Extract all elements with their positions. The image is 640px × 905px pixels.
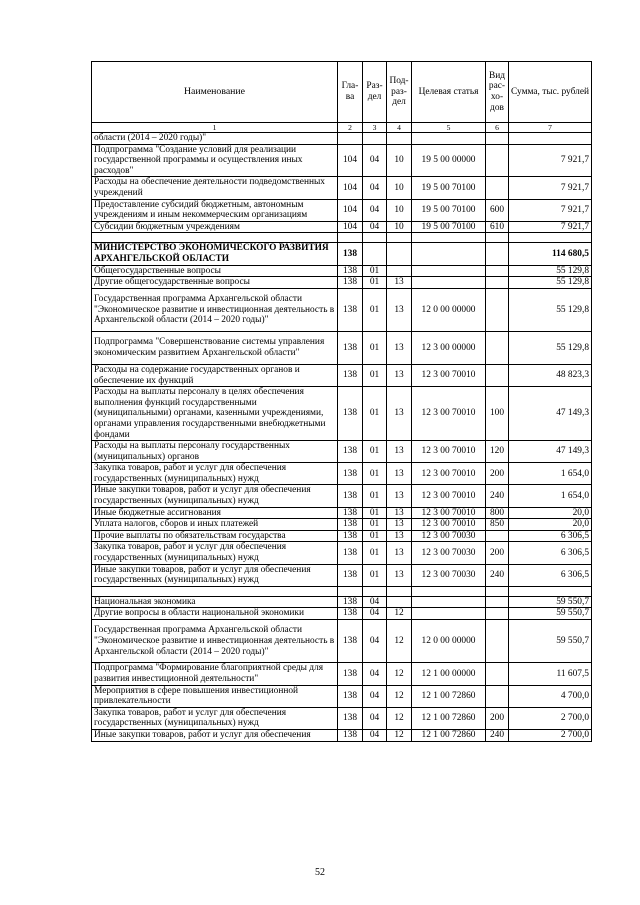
row-podrazdel: 12 <box>387 608 412 620</box>
row-razdel: 01 <box>363 463 387 485</box>
row-glava: 138 <box>338 265 363 277</box>
table-row <box>92 596 592 608</box>
row-sum: 114 680,5 <box>509 243 592 265</box>
spacer-cell <box>486 233 509 243</box>
header-glava: Гла- ва <box>338 62 363 123</box>
row-vid <box>486 663 509 685</box>
page-number: 52 <box>315 867 325 878</box>
row-target <box>412 133 486 145</box>
spacer-row <box>92 233 592 243</box>
table-row <box>92 243 592 265</box>
row-name: Закупка товаров, работ и услуг для обеспечения государственных (муниципальных) нужд <box>92 463 338 485</box>
row-podrazdel: 13 <box>387 332 412 365</box>
row-podrazdel: 12 <box>387 729 412 741</box>
row-podrazdel: 13 <box>387 507 412 519</box>
row-target: 12 3 00 70010 <box>412 519 486 531</box>
row-target <box>412 243 486 265</box>
row-sum: 48 823,3 <box>509 364 592 386</box>
table-row <box>92 221 592 233</box>
row-podrazdel: 12 <box>387 707 412 729</box>
row-razdel: 04 <box>363 177 387 199</box>
row-sum: 55 129,8 <box>509 332 592 365</box>
row-vid: 600 <box>486 199 509 221</box>
row-vid <box>486 608 509 620</box>
row-glava: 138 <box>338 507 363 519</box>
table-row <box>92 542 592 564</box>
table-row <box>92 608 592 620</box>
row-vid: 610 <box>486 221 509 233</box>
row-razdel: 04 <box>363 199 387 221</box>
row-sum: 6 306,5 <box>509 564 592 586</box>
row-podrazdel: 12 <box>387 663 412 685</box>
row-target: 12 3 00 70010 <box>412 441 486 463</box>
row-vid: 200 <box>486 542 509 564</box>
row-sum: 11 607,5 <box>509 663 592 685</box>
row-glava: 138 <box>338 387 363 441</box>
row-glava: 138 <box>338 530 363 542</box>
row-target <box>412 265 486 277</box>
row-razdel: 04 <box>363 608 387 620</box>
row-target: 19 5 00 70100 <box>412 221 486 233</box>
row-name: Расходы на выплаты персоналу государственных (муниципальных) органов <box>92 441 338 463</box>
row-vid: 200 <box>486 463 509 485</box>
row-name: Подпрограмма "Формирование благоприятной среды для развития инвестиционной деятельности" <box>92 663 338 685</box>
row-glava: 138 <box>338 277 363 289</box>
row-vid <box>486 364 509 386</box>
row-podrazdel: 10 <box>387 221 412 233</box>
row-glava: 138 <box>338 332 363 365</box>
row-podrazdel: 13 <box>387 387 412 441</box>
spacer-cell <box>387 233 412 243</box>
header-name: Наименование <box>92 62 338 123</box>
table-header <box>92 62 592 133</box>
row-razdel: 04 <box>363 144 387 177</box>
row-glava: 138 <box>338 463 363 485</box>
spacer-cell <box>92 233 338 243</box>
row-vid: 240 <box>486 564 509 586</box>
row-razdel: 01 <box>363 507 387 519</box>
row-podrazdel <box>387 133 412 145</box>
row-target: 12 1 00 72860 <box>412 707 486 729</box>
row-vid <box>486 243 509 265</box>
row-razdel: 04 <box>363 221 387 233</box>
row-vid <box>486 332 509 365</box>
row-target: 19 5 00 70100 <box>412 177 486 199</box>
header-vid: Вид рас- хо- дов <box>486 62 509 123</box>
row-razdel: 01 <box>363 277 387 289</box>
row-glava: 138 <box>338 620 363 663</box>
row-podrazdel: 13 <box>387 277 412 289</box>
table-row <box>92 387 592 441</box>
row-podrazdel: 13 <box>387 485 412 507</box>
colnum: 2 <box>338 123 363 133</box>
row-podrazdel: 13 <box>387 530 412 542</box>
row-razdel: 01 <box>363 530 387 542</box>
row-vid: 240 <box>486 729 509 741</box>
row-glava: 138 <box>338 564 363 586</box>
row-glava: 138 <box>338 243 363 265</box>
row-sum: 20,0 <box>509 519 592 531</box>
row-target: 12 3 00 70030 <box>412 530 486 542</box>
table-row <box>92 685 592 707</box>
table-row <box>92 620 592 663</box>
row-name: области (2014 – 2020 годы)" <box>92 133 338 145</box>
row-vid <box>486 133 509 145</box>
row-name: Предоставление субсидий бюджетным, автономным учреждениям и иным некоммерческим организациям <box>92 199 338 221</box>
table-row <box>92 277 592 289</box>
row-razdel: 01 <box>363 441 387 463</box>
row-vid: 800 <box>486 507 509 519</box>
spacer-cell <box>387 586 412 596</box>
table-row <box>92 707 592 729</box>
row-glava: 138 <box>338 729 363 741</box>
row-name: Расходы на содержание государственных органов и обеспечение их функций <box>92 364 338 386</box>
row-podrazdel: 10 <box>387 177 412 199</box>
row-razdel: 01 <box>363 364 387 386</box>
row-glava: 138 <box>338 542 363 564</box>
row-podrazdel <box>387 243 412 265</box>
row-name: Иные бюджетные ассигнования <box>92 507 338 519</box>
row-glava: 138 <box>338 441 363 463</box>
row-sum: 4 700,0 <box>509 685 592 707</box>
row-glava: 104 <box>338 221 363 233</box>
row-vid <box>486 530 509 542</box>
row-sum: 6 306,5 <box>509 530 592 542</box>
row-target: 12 3 00 70010 <box>412 507 486 519</box>
row-razdel: 04 <box>363 707 387 729</box>
row-razdel: 01 <box>363 485 387 507</box>
row-target <box>412 608 486 620</box>
header-row <box>92 62 592 123</box>
spacer-cell <box>486 586 509 596</box>
row-name: Закупка товаров, работ и услуг для обеспечения государственных (муниципальных) нужд <box>92 707 338 729</box>
row-sum: 1 654,0 <box>509 463 592 485</box>
row-razdel: 01 <box>363 265 387 277</box>
row-target: 12 3 00 70010 <box>412 364 486 386</box>
colnum: 5 <box>412 123 486 133</box>
spacer-cell <box>412 233 486 243</box>
row-razdel: 04 <box>363 620 387 663</box>
row-sum: 47 149,3 <box>509 387 592 441</box>
row-target <box>412 277 486 289</box>
row-razdel: 01 <box>363 288 387 331</box>
row-vid: 240 <box>486 485 509 507</box>
row-name: Иные закупки товаров, работ и услуг для обеспечения государственных (муниципальных) нужд <box>92 485 338 507</box>
row-sum: 55 129,8 <box>509 288 592 331</box>
row-name: Общегосударственные вопросы <box>92 265 338 277</box>
row-name: Государственная программа Архангельской области "Экономическое развитие и инвестиционная деятельность в Архангельской области (2014 – 2020 годы)" <box>92 288 338 331</box>
row-glava: 138 <box>338 485 363 507</box>
row-target <box>412 596 486 608</box>
row-sum <box>509 133 592 145</box>
column-number-row <box>92 123 592 133</box>
table-row <box>92 332 592 365</box>
table-row <box>92 519 592 531</box>
row-vid <box>486 265 509 277</box>
colnum: 6 <box>486 123 509 133</box>
row-target: 12 0 00 00000 <box>412 620 486 663</box>
row-name: Другие вопросы в области национальной экономики <box>92 608 338 620</box>
row-name: Субсидии бюджетным учреждениям <box>92 221 338 233</box>
row-vid: 120 <box>486 441 509 463</box>
spacer-cell <box>412 586 486 596</box>
spacer-cell <box>363 586 387 596</box>
spacer-row <box>92 586 592 596</box>
row-razdel <box>363 243 387 265</box>
row-sum: 55 129,8 <box>509 265 592 277</box>
row-podrazdel: 13 <box>387 463 412 485</box>
spacer-cell <box>338 586 363 596</box>
row-name: МИНИСТЕРСТВО ЭКОНОМИЧЕСКОГО РАЗВИТИЯ АРХАНГЕЛЬСКОЙ ОБЛАСТИ <box>92 243 338 265</box>
table-body <box>92 133 592 742</box>
header-razdel: Раз- дел <box>363 62 387 123</box>
row-sum: 7 921,7 <box>509 144 592 177</box>
row-sum: 7 921,7 <box>509 221 592 233</box>
row-target: 12 3 00 70030 <box>412 542 486 564</box>
row-podrazdel: 13 <box>387 288 412 331</box>
row-podrazdel: 13 <box>387 364 412 386</box>
spacer-cell <box>509 233 592 243</box>
row-glava: 138 <box>338 608 363 620</box>
row-glava: 138 <box>338 519 363 531</box>
row-sum: 6 306,5 <box>509 542 592 564</box>
row-glava: 104 <box>338 177 363 199</box>
table-row <box>92 463 592 485</box>
row-name: Иные закупки товаров, работ и услуг для обеспечения <box>92 729 338 741</box>
row-sum: 55 129,8 <box>509 277 592 289</box>
colnum: 3 <box>363 123 387 133</box>
row-name: Прочие выплаты по обязательствам государства <box>92 530 338 542</box>
row-sum: 2 700,0 <box>509 707 592 729</box>
row-razdel: 04 <box>363 729 387 741</box>
row-vid <box>486 288 509 331</box>
row-name: Государственная программа Архангельской области "Экономическое развитие и инвестиционная деятельность в Архангельской области (2014 – 2020 годы)" <box>92 620 338 663</box>
row-glava: 138 <box>338 707 363 729</box>
row-name: Закупка товаров, работ и услуг для обеспечения государственных (муниципальных) нужд <box>92 542 338 564</box>
row-name: Мероприятия в сфере повышения инвестиционной привлекательности <box>92 685 338 707</box>
spacer-cell <box>92 586 338 596</box>
row-name: Подпрограмма "Совершенствование системы управления экономическим развитием Архангельской области" <box>92 332 338 365</box>
row-vid: 100 <box>486 387 509 441</box>
table-row <box>92 199 592 221</box>
table-row <box>92 364 592 386</box>
colnum: 4 <box>387 123 412 133</box>
table-row <box>92 177 592 199</box>
row-target: 12 3 00 70010 <box>412 485 486 507</box>
row-razdel: 01 <box>363 332 387 365</box>
budget-table <box>91 61 592 742</box>
table-row <box>92 144 592 177</box>
budget-page <box>91 61 591 742</box>
row-name: Другие общегосударственные вопросы <box>92 277 338 289</box>
row-sum: 59 550,7 <box>509 596 592 608</box>
row-target: 19 5 00 00000 <box>412 144 486 177</box>
row-podrazdel: 13 <box>387 519 412 531</box>
row-podrazdel: 10 <box>387 144 412 177</box>
row-target: 12 0 00 00000 <box>412 288 486 331</box>
row-name: Национальная экономика <box>92 596 338 608</box>
row-vid <box>486 177 509 199</box>
row-target: 12 3 00 00000 <box>412 332 486 365</box>
row-glava <box>338 133 363 145</box>
row-glava: 138 <box>338 685 363 707</box>
row-sum: 59 550,7 <box>509 620 592 663</box>
colnum: 1 <box>92 123 338 133</box>
row-podrazdel: 10 <box>387 199 412 221</box>
row-target: 12 3 00 70030 <box>412 564 486 586</box>
spacer-cell <box>338 233 363 243</box>
row-sum: 59 550,7 <box>509 608 592 620</box>
table-row <box>92 663 592 685</box>
row-target: 12 3 00 70010 <box>412 387 486 441</box>
table-row <box>92 530 592 542</box>
row-glava: 104 <box>338 199 363 221</box>
row-sum: 7 921,7 <box>509 177 592 199</box>
row-name: Уплата налогов, сборов и иных платежей <box>92 519 338 531</box>
row-glava: 138 <box>338 364 363 386</box>
header-podrazdel: Под- раз- дел <box>387 62 412 123</box>
row-sum: 20,0 <box>509 507 592 519</box>
row-podrazdel: 12 <box>387 685 412 707</box>
row-vid <box>486 596 509 608</box>
row-razdel: 04 <box>363 663 387 685</box>
row-podrazdel: 13 <box>387 564 412 586</box>
row-glava: 138 <box>338 288 363 331</box>
row-podrazdel: 13 <box>387 441 412 463</box>
row-razdel: 01 <box>363 542 387 564</box>
row-razdel: 01 <box>363 387 387 441</box>
row-sum: 7 921,7 <box>509 199 592 221</box>
row-sum: 1 654,0 <box>509 485 592 507</box>
row-name: Расходы на обеспечение деятельности подведомственных учреждений <box>92 177 338 199</box>
table-row <box>92 729 592 741</box>
row-razdel: 04 <box>363 685 387 707</box>
row-sum: 47 149,3 <box>509 441 592 463</box>
table-row <box>92 265 592 277</box>
spacer-cell <box>509 586 592 596</box>
header-target: Целевая статья <box>412 62 486 123</box>
table-row <box>92 485 592 507</box>
row-podrazdel <box>387 265 412 277</box>
row-sum: 2 700,0 <box>509 729 592 741</box>
row-name: Подпрограмма "Создание условий для реализации государственной программы и осуществления иных расходов" <box>92 144 338 177</box>
row-glava: 104 <box>338 144 363 177</box>
row-vid: 200 <box>486 707 509 729</box>
table-row <box>92 564 592 586</box>
row-vid <box>486 144 509 177</box>
row-name: Иные закупки товаров, работ и услуг для обеспечения государственных (муниципальных) нужд <box>92 564 338 586</box>
row-podrazdel: 13 <box>387 542 412 564</box>
row-target: 12 1 00 00000 <box>412 663 486 685</box>
table-row <box>92 507 592 519</box>
table-row <box>92 288 592 331</box>
spacer-cell <box>363 233 387 243</box>
row-glava: 138 <box>338 663 363 685</box>
row-vid <box>486 620 509 663</box>
row-target: 19 5 00 70100 <box>412 199 486 221</box>
row-target: 12 1 00 72860 <box>412 685 486 707</box>
row-vid <box>486 277 509 289</box>
row-glava: 138 <box>338 596 363 608</box>
colnum: 7 <box>509 123 592 133</box>
table-row <box>92 133 592 145</box>
table-row <box>92 441 592 463</box>
row-razdel: 04 <box>363 596 387 608</box>
row-target: 12 1 00 72860 <box>412 729 486 741</box>
header-sum: Сумма, тыс. рублей <box>509 62 592 123</box>
row-razdel: 01 <box>363 564 387 586</box>
row-razdel: 01 <box>363 519 387 531</box>
row-name: Расходы на выплаты персоналу в целях обеспечения выполнения функций государственными (муниципальными) органами, казенными учреждениями, органами управления государственными внебюджетными фондами <box>92 387 338 441</box>
row-vid <box>486 685 509 707</box>
row-vid: 850 <box>486 519 509 531</box>
row-podrazdel <box>387 596 412 608</box>
row-podrazdel: 12 <box>387 620 412 663</box>
row-target: 12 3 00 70010 <box>412 463 486 485</box>
row-razdel <box>363 133 387 145</box>
